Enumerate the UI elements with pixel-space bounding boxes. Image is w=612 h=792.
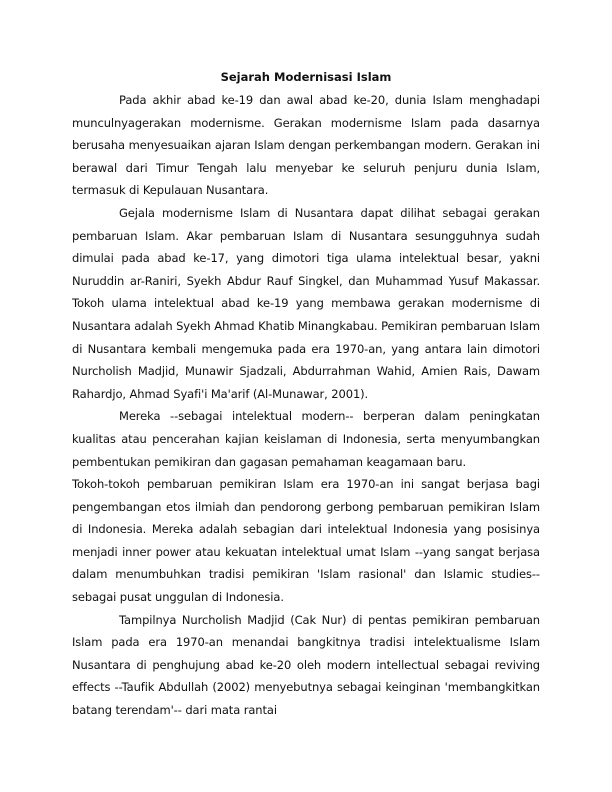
paragraph-intro: Pada akhir abad ke-19 dan awal abad ke-20, dunia Islam menghadapi munculnyagerakan modernisme. Gerakan modernisme Islam pada dasarnya berusaha menyesuaikan ajaran Islam dengan perkembangan modern. Gerakan ini berawal dari Timur Tengah lalu menyebar ke seluruh penjuru dunia Islam, termasuk di Kepulauan Nusantara. [72,93,540,198]
paragraph-nusantara-modernism: Gejala modernisme Islam di Nusantara dapat dilihat sebagai gerakan pembaruan Islam. Akar pembaruan Islam di Nusantara sesungguhnya sudah dimulai pada abad ke-17, yang dimotori tiga ulama intelektual besar, yakni Nuruddin ar-Raniri, Syekh Abdur Rauf Singkel, dan Muhammad Yusuf Makassar. Tokoh ulama intelektual abad ke-19 yang membawa gerakan modernisme di Nusantara adalah Syekh Ahmad Khatib Minangkabau. Pemikiran pembaruan Islam di Nusantara kembali mengemuka pada era 1970-an, yang antara lain dimotori Nurcholish Madjid, Munawir Sjadzali, Abdurrahman Wahid, Amien Rais, Dawam Rahardjo, Ahmad Syafi'i Ma'arif (Al-Munawar, 2001). [72,205,540,401]
paragraph-reform-figures: Tokoh-tokoh pembaruan pemikiran Islam era 1970-an ini sangat berjasa bagi pengembangan etos ilmiah dan pendorong gerbong pembaruan pemikiran Islam di Indonesia. Mereka adalah sebagian dari intelektual Indonesia yang posisinya menjadi inner power atau kekuatan intelektual umat Islam --yang sangat berjasa dalam menumbuhkan tradisi pemikiran 'Islam rasional' dan Islamic studies-- sebagai pusat unggulan di Indonesia. [72,477,540,605]
page-title: Sejarah Modernisasi Islam [220,70,392,84]
paragraph-nurcholish-madjid: Tampilnya Nurcholish Madjid (Cak Nur) di pentas pemikiran pembaruan Islam pada era 1970-an menandai bangkitnya tradisi intelektualisme Islam Nusantara di penghujung abad ke-20 oleh modern intellectual sebagai reviving effects --Taufik Abdullah (2002) menyebutnya sebagai keinginan 'membangkitkan batang terendam'-- dari mata rantai [72,612,540,718]
paragraph-modern-intellectuals: Mereka --sebagai intelektual modern-- berperan dalam peningkatan kualitas atau pencerahan kajian keislaman di Indonesia, serta menyumbangkan pembentukan pemikiran dan gagasan pemahaman keagamaan baru. [72,409,540,469]
